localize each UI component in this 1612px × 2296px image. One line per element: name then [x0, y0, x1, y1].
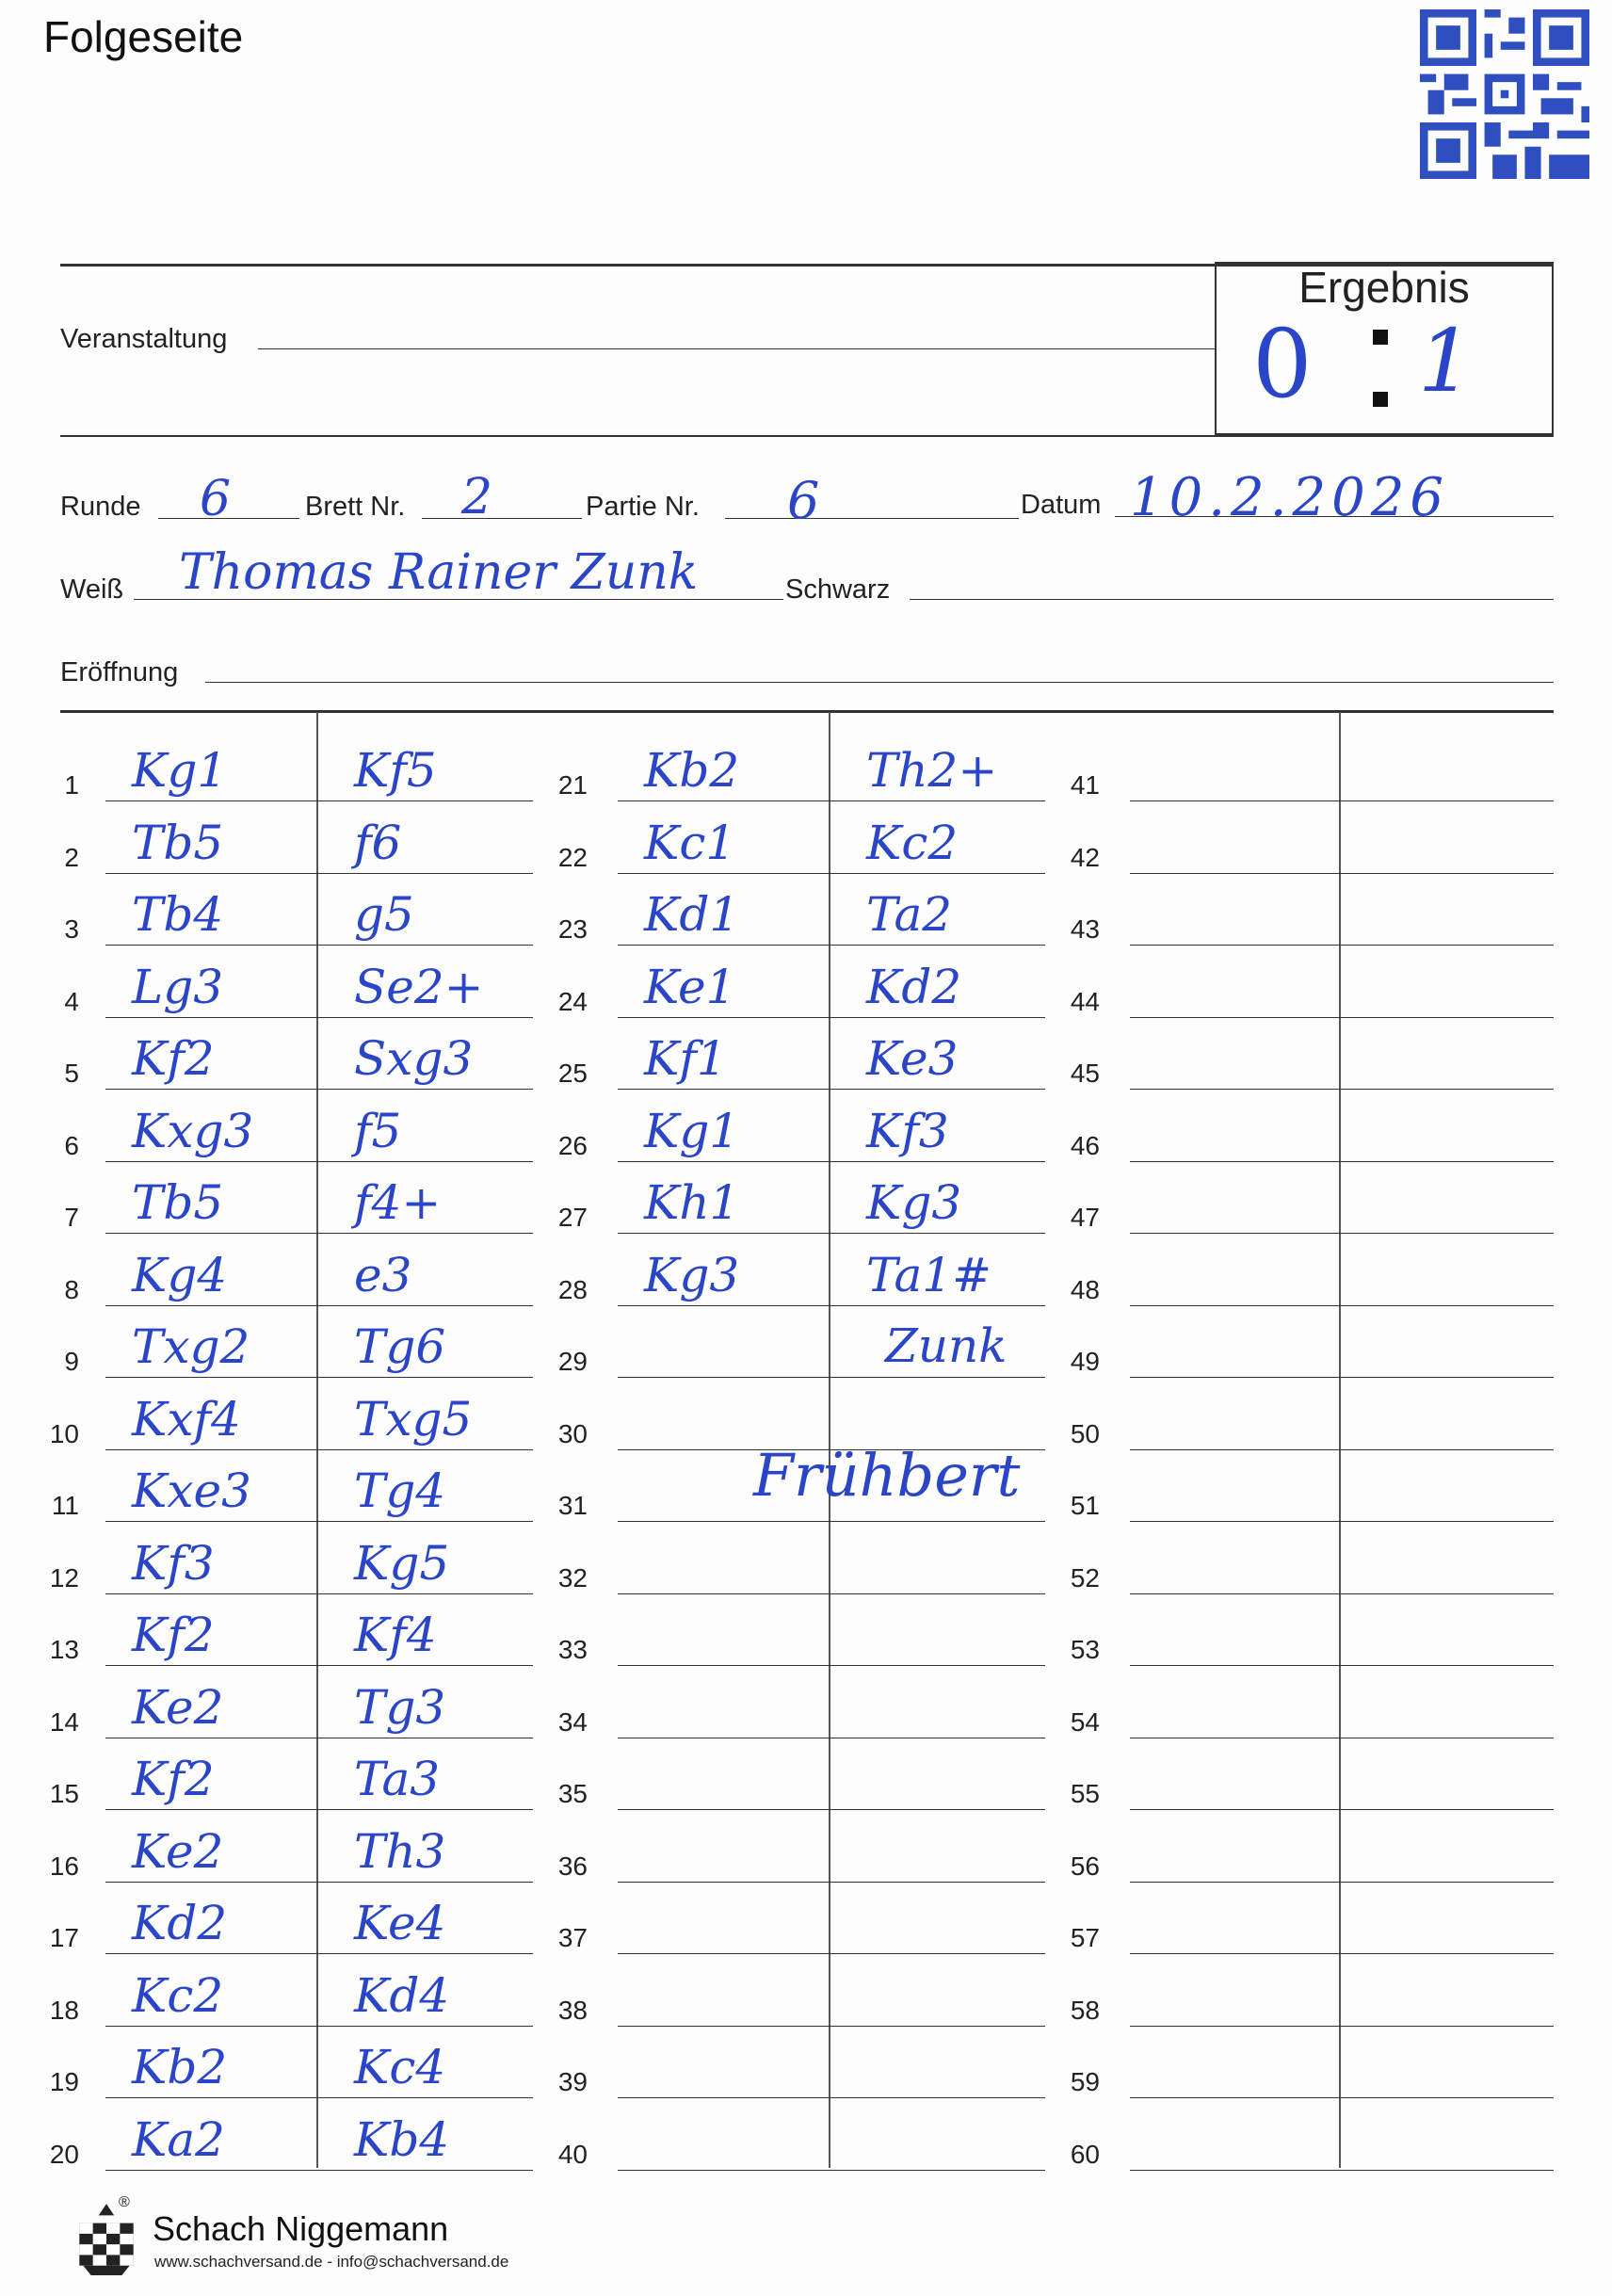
black-move: Kb4 — [354, 2112, 450, 2167]
date-label: Datum — [1021, 490, 1102, 520]
black-move: Kf3 — [866, 1104, 949, 1158]
move-number: 6 — [64, 1131, 79, 1160]
move-line — [618, 1377, 1045, 1378]
move-number: 41 — [1070, 770, 1100, 800]
move-number: 16 — [49, 1851, 79, 1881]
black-move: Kc4 — [354, 2040, 446, 2094]
white-move: Tb5 — [132, 1175, 224, 1230]
white-move: Ke1 — [644, 960, 736, 1014]
white-move: Kb2 — [132, 2040, 228, 2094]
move-line — [618, 2026, 1045, 2027]
white-move: Kg3 — [644, 1248, 740, 1302]
black-move: Sxg3 — [354, 1031, 474, 1086]
signature-white: Zunk — [885, 1318, 1008, 1373]
move-number: 38 — [557, 1996, 588, 2025]
move-line — [105, 2170, 533, 2171]
move-number: 35 — [557, 1779, 588, 1808]
signature-black: Frühbert — [753, 1441, 1021, 1510]
game-label: Partie Nr. — [586, 492, 700, 522]
black-move: Ta3 — [354, 1752, 441, 1806]
scoresheet-top-border — [60, 710, 1554, 713]
move-line — [618, 2170, 1045, 2171]
move-line — [618, 1809, 1045, 1810]
col3-divider — [1339, 712, 1341, 2168]
black-move: Tg6 — [354, 1319, 446, 1374]
move-number: 7 — [64, 1203, 79, 1232]
move-number: 1 — [64, 770, 79, 800]
move-number: 59 — [1070, 2067, 1100, 2096]
move-number: 17 — [49, 1923, 79, 1952]
move-number: 57 — [1070, 1923, 1100, 1952]
move-line — [1130, 1305, 1554, 1306]
white-move: Tb4 — [132, 887, 224, 942]
move-number: 30 — [557, 1419, 588, 1448]
move-number: 5 — [64, 1059, 79, 1088]
move-number: 19 — [49, 2067, 79, 2096]
move-line — [105, 1521, 533, 1522]
move-line — [1130, 2026, 1554, 2027]
move-line — [1130, 1665, 1554, 1666]
move-line — [1130, 945, 1554, 946]
black-move: f6 — [354, 816, 402, 870]
move-line — [618, 1089, 1045, 1090]
result-label: Ergebnis — [1298, 263, 1470, 312]
move-line — [1130, 1377, 1554, 1378]
move-number: 25 — [557, 1059, 588, 1088]
black-move: f5 — [354, 1104, 402, 1158]
result-white: 0 — [1252, 309, 1313, 419]
move-number: 22 — [557, 843, 588, 872]
black-move: Kd4 — [354, 1968, 450, 2023]
white-move: Kh1 — [644, 1175, 740, 1230]
white-move: Kc2 — [132, 1968, 224, 2023]
black-move: Th3 — [354, 1824, 446, 1879]
move-line — [105, 2026, 533, 2027]
black-move: Ta2 — [866, 887, 953, 942]
black-move: Ke4 — [354, 1896, 446, 1950]
result-colon-bottom — [1373, 392, 1388, 407]
move-number: 23 — [557, 914, 588, 944]
move-line — [105, 1017, 533, 1018]
move-number: 9 — [64, 1347, 79, 1376]
black-move: Kf4 — [354, 1608, 437, 1662]
move-number: 50 — [1070, 1419, 1100, 1448]
white-move: Kg4 — [132, 1248, 228, 1302]
move-number: 12 — [49, 1563, 79, 1593]
move-number: 48 — [1070, 1275, 1100, 1304]
white-move: Kf2 — [132, 1608, 215, 1662]
move-line — [1130, 2170, 1554, 2171]
opening-label: Eröffnung — [60, 657, 179, 687]
move-number: 54 — [1070, 1707, 1100, 1737]
move-line — [105, 1089, 533, 1090]
event-section-bottom — [60, 435, 1554, 437]
move-number: 4 — [64, 987, 79, 1016]
white-label: Weiß — [60, 574, 124, 605]
black-move: Se2+ — [354, 960, 484, 1014]
move-number: 46 — [1070, 1131, 1100, 1160]
move-line — [1130, 1882, 1554, 1883]
col1-divider — [316, 712, 318, 2168]
white-move: Ke2 — [132, 1824, 224, 1879]
black-move: Ta1# — [866, 1248, 991, 1302]
col2-divider — [829, 712, 830, 2168]
move-number: 32 — [557, 1563, 588, 1593]
move-line — [105, 873, 533, 874]
move-line — [618, 873, 1045, 874]
move-number: 58 — [1070, 1996, 1100, 2025]
move-number: 26 — [557, 1131, 588, 1160]
white-player-name: Thomas Rainer Zunk — [179, 544, 699, 601]
move-line — [105, 1449, 533, 1450]
footer-contact: www.schachversand.de - info@schachversand.de — [154, 2253, 509, 2271]
move-number: 36 — [557, 1851, 588, 1881]
move-number: 39 — [557, 2067, 588, 2096]
game-line — [725, 518, 1019, 519]
move-line — [618, 1665, 1045, 1666]
move-line — [618, 1233, 1045, 1234]
move-number: 10 — [49, 1419, 79, 1448]
black-label: Schwarz — [785, 574, 891, 605]
move-line — [1130, 1809, 1554, 1810]
white-move: Kxe3 — [132, 1463, 251, 1518]
move-number: 40 — [557, 2140, 588, 2169]
move-number: 20 — [49, 2140, 79, 2169]
move-number: 44 — [1070, 987, 1100, 1016]
move-line — [618, 2097, 1045, 2098]
white-move: Ke2 — [132, 1680, 224, 1735]
move-number: 31 — [557, 1491, 588, 1520]
round-value: 6 — [200, 471, 232, 527]
move-line — [105, 1233, 533, 1234]
move-line — [618, 1953, 1045, 1954]
move-line — [1130, 1233, 1554, 1234]
move-number: 11 — [51, 1491, 79, 1520]
move-line — [1130, 2097, 1554, 2098]
game-value: 6 — [787, 471, 820, 530]
move-number: 18 — [49, 1996, 79, 2025]
black-move: e3 — [354, 1248, 412, 1302]
move-number: 55 — [1070, 1779, 1100, 1808]
black-move: Kd2 — [866, 960, 962, 1014]
footer-brand: Schach Niggemann — [153, 2209, 449, 2248]
opening-line — [205, 682, 1554, 683]
black-move: g5 — [354, 887, 414, 942]
white-move: Kc1 — [644, 816, 736, 870]
move-line — [105, 1809, 533, 1810]
board-label: Brett Nr. — [305, 492, 406, 522]
move-line — [1130, 1449, 1554, 1450]
black-move: Th2+ — [866, 743, 998, 798]
move-number: 49 — [1070, 1347, 1100, 1376]
move-number: 27 — [557, 1203, 588, 1232]
move-line — [1130, 1161, 1554, 1162]
move-line — [105, 1593, 533, 1594]
move-line — [105, 945, 533, 946]
move-line — [105, 2097, 533, 2098]
move-line — [1130, 1089, 1554, 1090]
black-move: Kf5 — [354, 743, 437, 798]
event-label: Veranstaltung — [60, 324, 228, 354]
white-move: Kf2 — [132, 1031, 215, 1086]
move-number: 2 — [64, 843, 79, 872]
page-title: Folgeseite — [43, 12, 244, 61]
move-line — [618, 1593, 1045, 1594]
white-move: Kg1 — [132, 743, 228, 798]
black-move: Tg3 — [354, 1680, 446, 1735]
move-number: 60 — [1070, 2140, 1100, 2169]
white-move: Lg3 — [132, 960, 224, 1014]
move-line — [618, 1017, 1045, 1018]
move-line — [1130, 1521, 1554, 1522]
move-number: 28 — [557, 1275, 588, 1304]
black-move: f4+ — [354, 1175, 442, 1230]
move-number: 53 — [1070, 1635, 1100, 1664]
white-move: Txg2 — [132, 1319, 250, 1374]
move-number: 34 — [557, 1707, 588, 1737]
black-move: Kg3 — [866, 1175, 962, 1230]
move-number: 47 — [1070, 1203, 1100, 1232]
move-line — [1130, 873, 1554, 874]
move-number: 52 — [1070, 1563, 1100, 1593]
black-move: Tg4 — [354, 1463, 446, 1518]
registered-mark: ® — [119, 2194, 130, 2210]
move-number: 13 — [49, 1635, 79, 1664]
move-line — [1130, 1593, 1554, 1594]
move-line — [1130, 800, 1554, 801]
white-move: Kxg3 — [132, 1104, 254, 1158]
white-move: Kd1 — [644, 887, 740, 942]
move-line — [105, 1953, 533, 1954]
white-move: Tb5 — [132, 816, 224, 870]
result-colon — [1373, 330, 1388, 345]
move-number: 24 — [557, 987, 588, 1016]
move-line — [105, 1882, 533, 1883]
move-number: 37 — [557, 1923, 588, 1952]
white-move: Kf1 — [644, 1031, 727, 1086]
move-line — [105, 1665, 533, 1666]
black-move: Kc2 — [866, 816, 959, 870]
round-label: Runde — [60, 492, 141, 522]
white-move: Kd2 — [132, 1896, 228, 1950]
move-line — [618, 1521, 1045, 1522]
move-line — [618, 1882, 1045, 1883]
move-line — [105, 1161, 533, 1162]
move-number: 56 — [1070, 1851, 1100, 1881]
event-line — [258, 348, 1215, 349]
date-value: 10.2.2026 — [1130, 467, 1450, 528]
white-move: Kg1 — [644, 1104, 740, 1158]
move-line — [105, 1305, 533, 1306]
move-number: 15 — [49, 1779, 79, 1808]
chess-logo-icon — [68, 2200, 145, 2277]
white-move: Kxf4 — [132, 1392, 241, 1447]
move-number: 3 — [64, 914, 79, 944]
board-value: 2 — [461, 469, 493, 525]
move-line — [618, 1305, 1045, 1306]
white-move: Kf2 — [132, 1752, 215, 1806]
move-line — [618, 945, 1045, 946]
black-move: Kg5 — [354, 1536, 450, 1591]
move-number: 14 — [49, 1707, 79, 1737]
white-move: Kb2 — [644, 743, 740, 798]
move-line — [1130, 1017, 1554, 1018]
move-line — [618, 1161, 1045, 1162]
white-move: Ka2 — [132, 2112, 225, 2167]
result-black: 1 — [1418, 311, 1474, 412]
move-number: 21 — [557, 770, 588, 800]
move-line — [105, 1377, 533, 1378]
black-line — [910, 599, 1554, 600]
move-number: 51 — [1070, 1491, 1100, 1520]
move-line — [1130, 1953, 1554, 1954]
move-number: 33 — [557, 1635, 588, 1664]
move-line — [105, 800, 533, 801]
move-number: 8 — [64, 1275, 79, 1304]
move-number: 29 — [557, 1347, 588, 1376]
white-move: Kf3 — [132, 1536, 215, 1591]
qr-code-icon — [1420, 9, 1589, 179]
move-number: 42 — [1070, 843, 1100, 872]
move-line — [618, 800, 1045, 801]
move-number: 43 — [1070, 914, 1100, 944]
move-number: 45 — [1070, 1059, 1100, 1088]
board-line — [422, 518, 582, 519]
black-move: Ke3 — [866, 1031, 959, 1086]
black-move: Txg5 — [354, 1392, 473, 1447]
